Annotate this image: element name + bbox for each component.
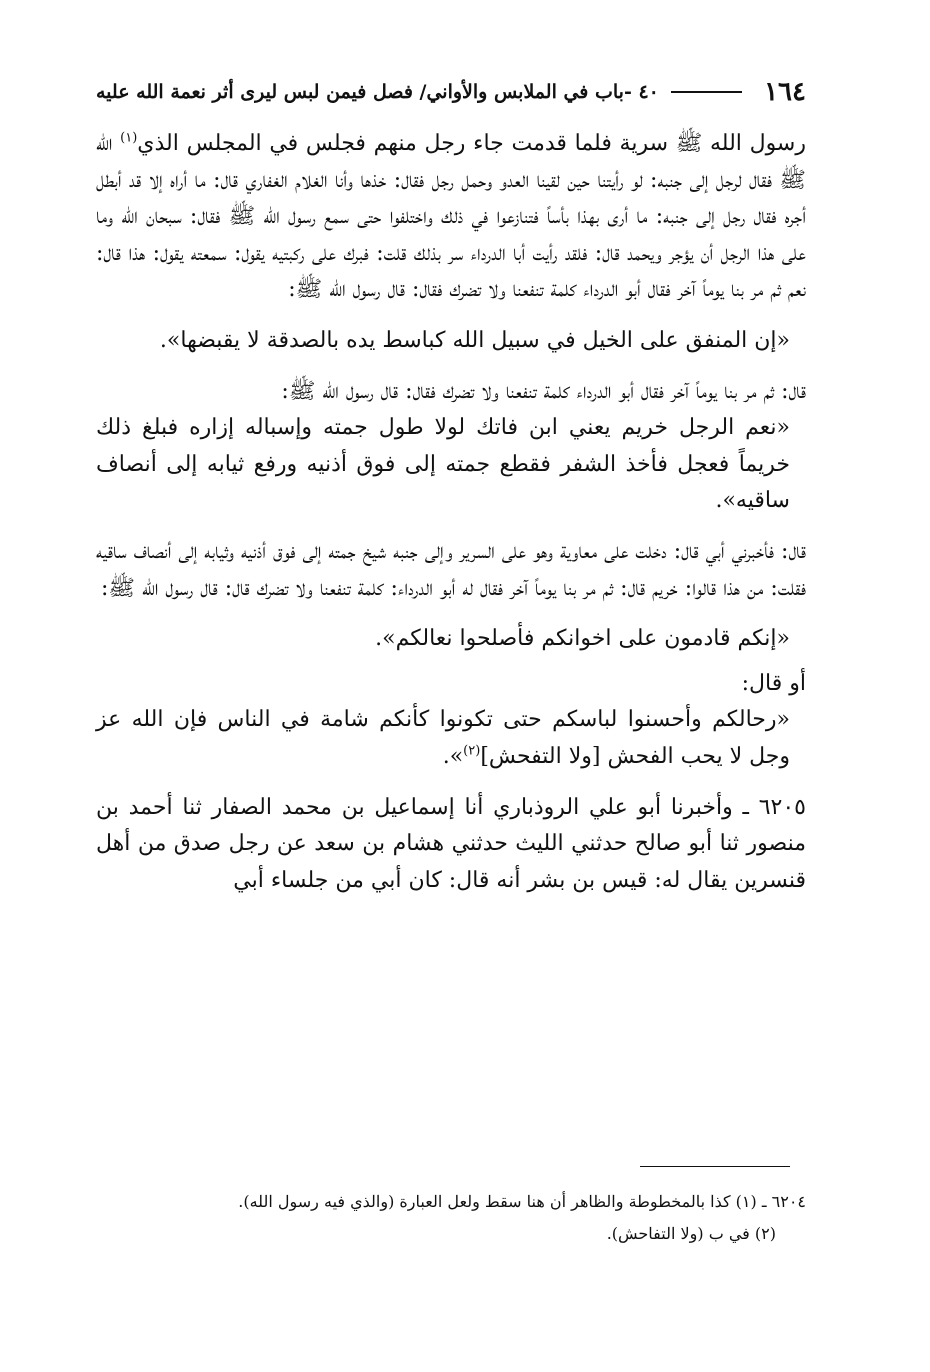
header-rule [671,91,742,93]
paragraph: أو قال: [741,670,806,696]
main-text [96,126,806,899]
hadith-quote: «إنكم قادمون على اخوانكم فأصلحوا نعالكم». [375,626,790,652]
paragraph: ٦٢٠٥ ـ وأخبرنا أبو علي الروذباري أنا إسماعيل بن محمد الصفار ثنا أحمد بن منصور ثنا أبو صالح حدثني الليث حدثني هشام بن سعد عن رجل صدق من أهل قنسرين يقال له: قيس بن بشر أنه قال: كان أبي من جلساء أبي [96,794,806,893]
footnote-rule [640,1166,790,1167]
hadith-quote [96,702,806,775]
paragraph: قال: ثم مر بنا يوماً آخر فقال أبو الدرداء كلمة تنفعنا ولا تضرك فقال: قال رسول الله ﷺ: [281,378,806,404]
page-number: ١٦٤ [764,77,806,107]
footnote: (٢) في ب (ولا التفاحش). [606,1224,776,1243]
footnotes [96,1186,806,1250]
quote-text: «رحالكم وأحسنوا لباسكم حتى تكونوا كأنكم شامة في الناس فإن الله عز وجل لا يحب الفحش [ولا التفحش] [96,707,790,769]
paragraph: قال: فأخبرني أبي قال: دخلت على معاوية وهو على السرير وإلى جنبه شيخ جمته إلى فوق أذنيه وثيابه إلى أنصاف ساقيه فقلت: من هذا قالوا: خريم قال: ثم مر بنا يوماً آخر فقال له أبو الدرداء: كلمة تنفعنا ولا تضرك قال: قال رسول الله ﷺ: [96,538,806,601]
running-title: ٤٠ -باب في الملابس والأواني/ فصل فيمن لبس ليرى أثر نعمة الله عليه [96,81,659,103]
hadith-quote: «إن المنفق على الخيل في سبيل الله كباسط يده بالصدقة لا يقبضها». [159,327,790,353]
paragraph-text: رسول الله ﷺ سرية فلما قدمت جاء رجل منهم فجلس في المجلس الذي [137,131,806,156]
hadith-quote: «نعم الرجل خريم يعني ابن فاتك لولا طول جمته وإسباله إزاره فبلغ ذلك خريماً فعجل فأخذ الشفر فقطع جمته إلى فوق أذنيه ورفع ثيابه إلى أنصاف ساقيه». [96,415,790,514]
footnote-ref: (٢) [463,743,481,759]
paragraph-text: الله ﷺ فقال لرجل إلى جنبه: لو رأيتنا حين لقينا العدو وحمل رجل فقال: خذها وأنا الغلام الغفاري قال: ما أراه إلا قد أبطل أجره فقال رجل إلى جنبه: ما أرى بهذا بأساً فتنازعوا في ذلك واختلفوا حتى سمع رسول الله ﷺ فقال: سبحان الله وما على هذا الرجل أن يؤجر ويحمد قال: فلقد رأيت أبا الدرداء سر بذلك قلت: فبرك على ركبتيه يقول: سمعته يقول: هذا قال: نعم ثم مر بنا يوماً آخر فقال أبو الدرداء كلمة تنفعنا ولا تضرك فقال: قال رسول الله ﷺ: [96,131,806,303]
paragraph [96,126,806,309]
footnote-ref: (١) [120,130,138,146]
footnote: ٦٢٠٤ ـ (١) كذا بالمخطوطة والظاهر أن هنا سقط ولعل العبارة (والذي فيه رسول الله). [238,1192,806,1211]
page-header [96,74,806,110]
quote-end: ». [442,743,464,769]
